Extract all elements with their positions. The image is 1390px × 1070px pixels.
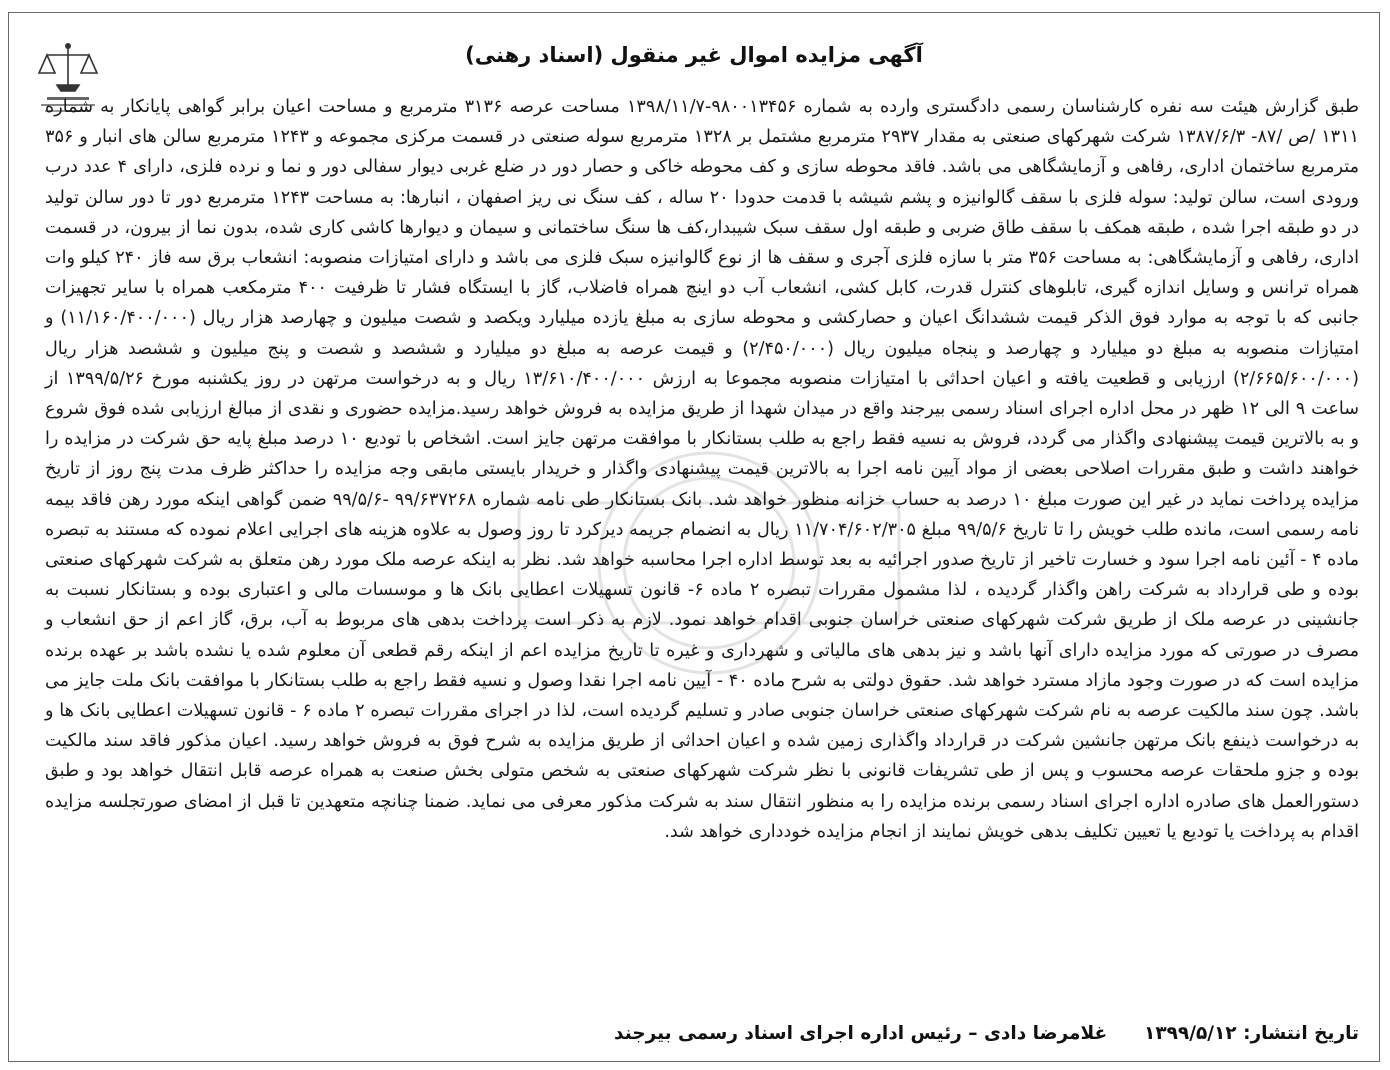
publish-date-label: تاریخ انتشار: xyxy=(1243,1023,1359,1044)
notice-frame xyxy=(8,12,1380,1062)
signatory-line: غلامرضا دادی – رئیس اداره اجرای اسناد رسمی بیرجند xyxy=(614,1023,1108,1044)
notice-title: آگهی مزایده اموال غیر منقول (اسناد رهنی) xyxy=(465,43,923,67)
notice-footer xyxy=(49,1023,1359,1044)
publish-date-value: ۱۳۹۹/۵/۱۲ xyxy=(1144,1023,1237,1044)
notice-body: طبق گزارش هیئت سه نفره کارشناسان رسمی دادگستری وارده به شماره ۹۸۰۰۱۳۴۵۶-۱۳۹۸/۱۱/۷ مساحت عرصه ۳۱۳۶ مترمربع و مساحت اعیان برابر گواهی پایانکار به شماره ۱۳۱۱ /ص /۸۷- ۱۳۸۷/۶/۳ شرکت شهرکهای صنعتی به مقدار ۲۹۳۷ مترمربع مشتمل بر ۱۳۲۸ مترمربع سوله صنعتی در قسمت مرکزی مجموعه و ۱۲۴۳ مترمربع سالن های انبار و ۳۵۶ مترمربع ساختمان اداری، رفاهی و آزمایشگاهی می باشد. فاقد محوطه سازی و کف محوطه خاکی و حصار دور در ضلع غربی دیوار سفالی دور و نما و نرده فلزی، دارای ۴ عدد درب ورودی است، سالن تولید: سوله فلزی با سقف گالوانیزه و پشم شیشه با قدمت حدودا ۲۰ ساله ، کف سنگ نی ریز اصفهان ، انبارها: به مساحت ۱۲۴۳ مترمربع دور تا دور سالن تولید در دو طبقه اجرا شده ، طبقه همکف با سقف طاق ضربی و طبقه اول سقف سبک شیبدار،کف ها سنگ ساختمانی و سیمان و دیوارها کاشی کاری شده، بدون نما از بیرون، در قسمت اداری، رفاهی و آزمایشگاهی: به مساحت ۳۵۶ متر با سازه فلزی آجری و سقف ها از نوع گالوانیزه سبک فلزی می باشد و دارای امتیازات منصوبه: انشعاب برق سه فاز ۲۴۰ کیلو وات همراه ترانس و وسایل اندازه گیری، تابلوهای کنترل قدرت، کابل کشی، انشعاب آب دو اینچ همراه فاضلاب، گاز با ایستگاه فشار تا ظرفیت ۴۰۰ مترمکعب همراه با سایر تجهیزات جانبی که با توجه به موارد فوق الذکر قیمت ششدانگ اعیان و حصارکشی و محوطه سازی به مبلغ یازده میلیارد ویکصد و شصت میلیون و چهارصد هزار ریال (۱۱/۱۶۰/۴۰۰/۰۰۰) و امتیازات منصوبه به مبلغ دو میلیارد و چهارصد و پنجاه میلیون ریال (۲/۴۵۰/۰۰۰) و قیمت عرصه به مبلغ دو میلیارد و ششصد و شصت و پنج میلیون و ششصد هزار ریال (۲/۶۶۵/۶۰۰/۰۰۰) ارزیابی و قطعیت یافته و اعیان احداثی با امتیازات منصوبه مجموعا به ارزش ۱۳/۶۱۰/۴۰۰/۰۰۰ ریال و به درخواست مرتهن در روز یکشنبه مورخ ۱۳۹۹/۵/۲۶ از ساعت ۹ الی ۱۲ ظهر در محل اداره اجرای اسناد رسمی بیرجند واقع در میدان شهدا از طریق مزایده به فروش خواهد رسید.مزایده حضوری و نقدی از مبالغ ارزیابی شده فوق شروع و به بالاترین قیمت پیشنهادی واگذار می گردد، فروش به نسیه فقط راجع به طلب بستانکار با موافقت مرتهن جایز است. اشخاص با تودیع ۱۰ درصد مبلغ پایه حق شرکت در مزایده را خواهند داشت و طبق مقررات اصلاحی بعضی از مواد آیین نامه اجرا به بالاترین قیمت پیشنهادی واگذار و خریدار بایستی مابقی وجه مزایده را حداکثر ظرف مدت پنج روز از تاریخ مزایده پرداخت نماید در غیر این صورت مبلغ ۱۰ درصد به حساب خزانه منظور خواهد شد. بانک بستانکار طی نامه شماره ۹۹/۶۳۷۲۶۸ -۹۹/۵/۶ ضمن گواهی اینکه مورد رهن فاقد بیمه نامه رسمی است، مانده طلب خویش را تا تاریخ ۹۹/۵/۶ مبلغ ۱۱/۷۰۴/۶۰۲/۳۰۵ ریال به انضمام جریمه دیرکرد تا روز وصول به علاوه هزینه های اجرایی اعلام نموده که مستند به تبصره ماده ۴ - آئین نامه اجرا سود و خسارت تاخیر از تاریخ صدور اجرائیه به بعد توسط اداره اجرا محاسبه خواهد شد. نظر به اینکه عرصه ملک مورد رهن متعلق به شرکت شهرکهای صنعتی بوده و طی قرارداد به شرکت راهن واگذار گردیده ، لذا مشمول مقررات تبصره ۲ ماده ۶- قانون تسهیلات اعطایی بانک ها و موسسات مالی و اعتباری بوده و بستانکار نسبت به جانشینی در عرصه ملک از طریق شرکت شهرکهای صنعتی خراسان جنوبی اقدام خواهد نمود. لازم به ذکر است پرداخت بدهی های مربوط به آب، برق، گاز اعم از حق انشعاب و مصرف در صورتی که مورد مزایده دارای آنها باشد و نیز بدهی های مالیاتی و شهرداری و غیره تا تاریخ مزایده اعم از اینکه رقم قطعی آن معلوم شده یا نشده باشد بر عهده برنده مزایده است که در صورت وجود مازاد مسترد خواهد شد. حقوق دولتی به شرح ماده ۴۰ - آیین نامه اجرا نقدا وصول و نسیه فقط راجع به طلب بستانکار با موافقت بانک ملت جایز می باشد. چون سند مالکیت عرصه به نام شرکت شهرکهای صنعتی خراسان جنوبی صادر و تسلیم گردیده است، لذا در اجرای مقررات تبصره ۲ ماده ۶ - قانون تسهیلات اعطایی بانک ها و به درخواست ذینفع بانک مرتهن جانشین شرکت در قرارداد واگذاری زمین شده و اعیان احداثی از طریق مزایده به شرح فوق به فروش خواهد رسید. اعیان مذکور فاقد سند مالکیت بوده و جزو ملحقات عرصه محسوب و پس از طی تشریفات قانونی با نظر شرکت شهرکهای صنعتی به شخص متولی بخش صنعت به همراه عرصه قابل انتقال خواهد بود و طبق دستورالعمل های صادره اداره اجرای اسناد رسمی برنده مزایده را به منظور انتقال سند به شرکت مذکور معرفی می نماید. ضمنا چنانچه متعهدین تا قبل از امضای صورتجلسه مزایده اقدام به پرداخت یا تودیع یا تعیین تکلیف بدهی خویش نمایند از انجام مزایده خودداری خواهد شد. xyxy=(45,97,1360,842)
